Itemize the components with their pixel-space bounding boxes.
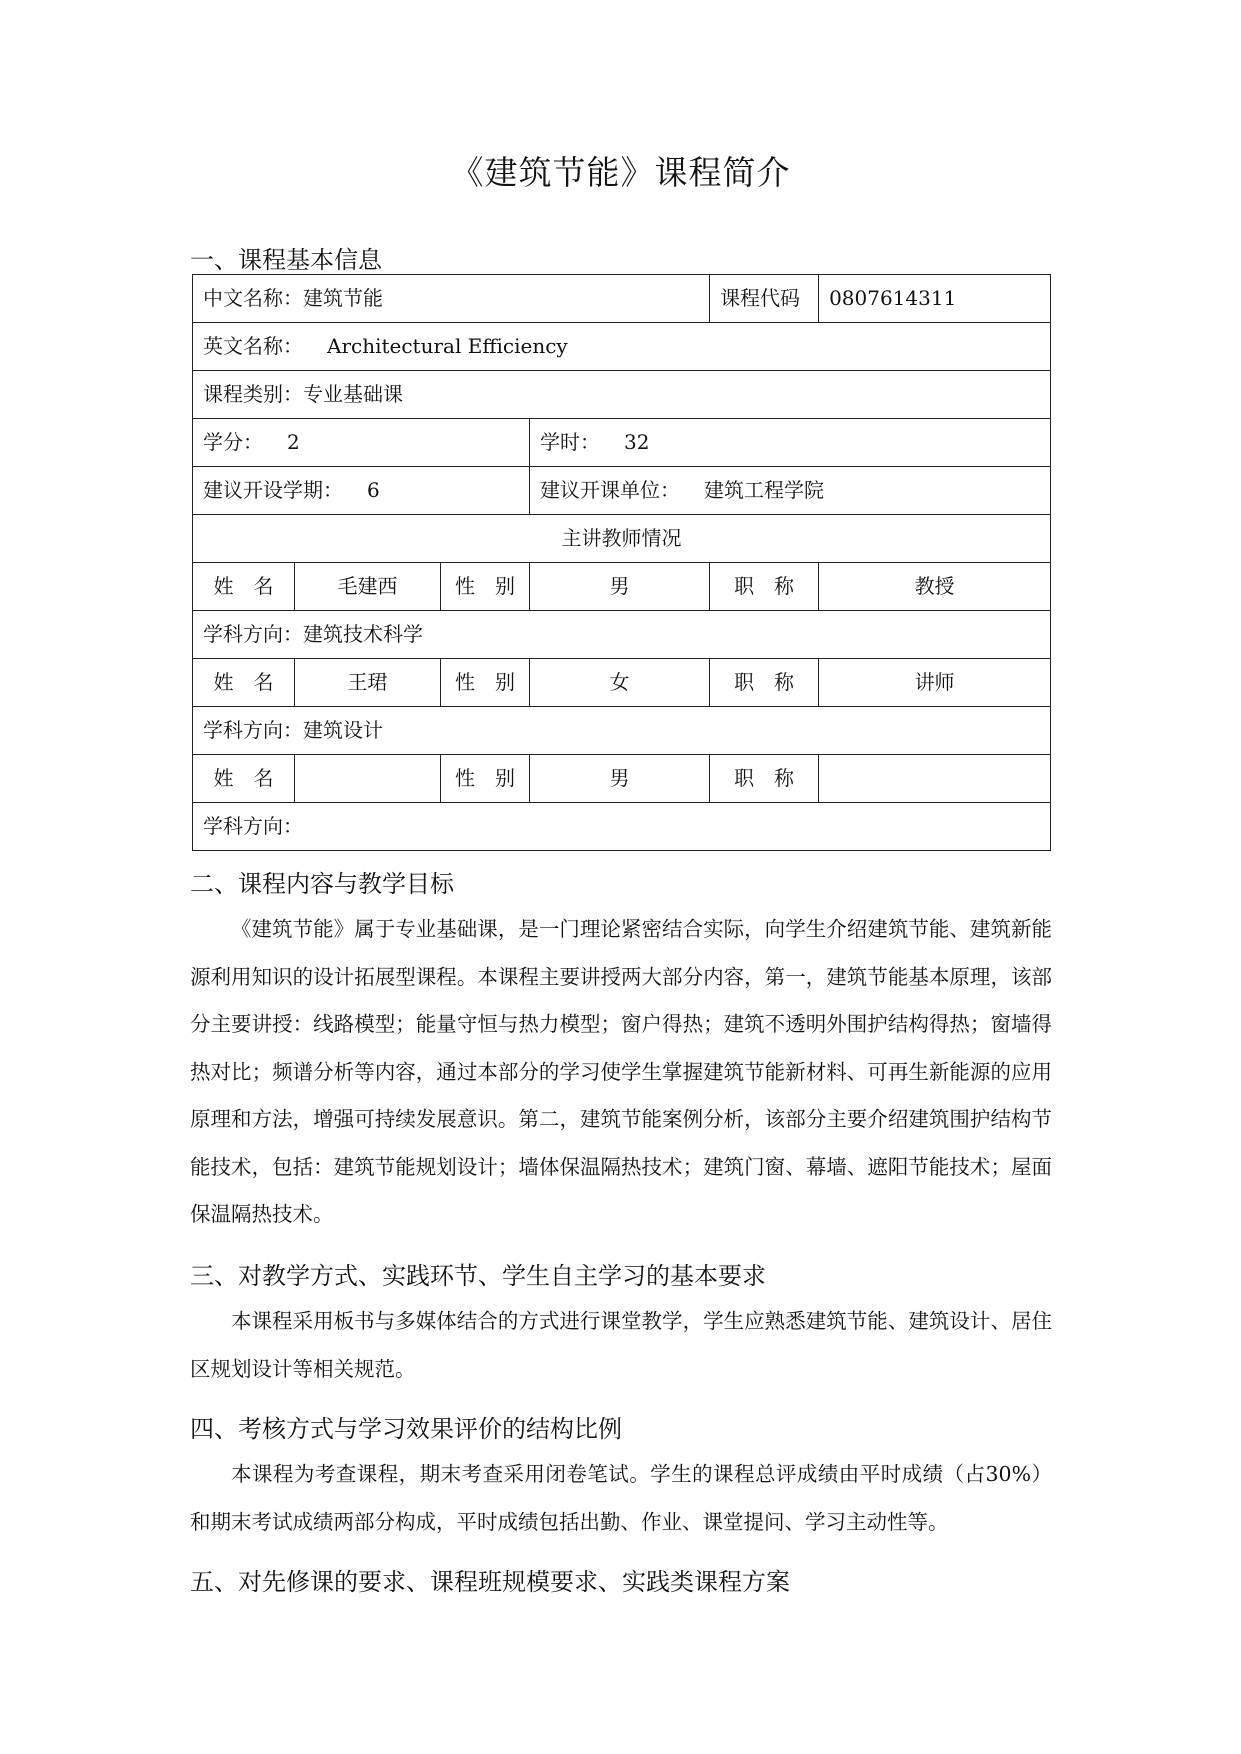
table-row [193,371,1051,419]
cn-name-cell [193,275,710,323]
teacher-title [819,755,1051,803]
section-heading-content: 二、课程内容与教学目标 [190,870,454,898]
teacher-title: 教授 [819,563,1051,611]
teacher-gender: 女 [530,659,710,707]
content-paragraph: 《建筑节能》属于专业基础课，是一门理论紧密结合实际，向学生介绍建筑节能、建筑新能源利用知识的设计拓展型课程。本课程主要讲授两大部分内容，第一，建筑节能基本原理，该部分主要讲授：线路模型；能量守恒与热力模型；窗户得热；建筑不透明外围护结构得热；窗墙得热对比；频谱分析等内容，通过本部分的学习使学生掌握建筑节能新材料、可再生新能源的应用原理和方法，增强可持续发展意识。第二，建筑节能案例分析，该部分主要介绍建筑围护结构节能技术，包括：建筑节能规划设计；墙体保温隔热技术；建筑门窗、幕墙、遮阳节能技术；屋面保温隔热技术。 [190,917,1052,1226]
table-row [193,275,1051,323]
en-name-cell [193,323,1051,371]
course-info-table [192,274,1051,851]
teacher-field-cell [193,611,1051,659]
table-row [193,467,1051,515]
hours-label: 学时： [540,430,600,454]
cn-name-label: 中文名称： [203,286,303,310]
teacher-title-label: 职 称 [710,755,819,803]
course-code-label: 课程代码 [710,275,819,323]
unit-value: 建筑工程学院 [704,478,824,502]
teacher-gender: 男 [530,755,710,803]
teacher-name [295,755,441,803]
teacher-name: 毛建西 [295,563,441,611]
teacher-title: 讲师 [819,659,1051,707]
teacher-field-label: 学科方向： [203,814,303,838]
hours-cell [530,419,1051,467]
teacher-field-cell [193,803,1051,851]
teacher-field-row [193,803,1051,851]
section-heading-teaching: 三、对教学方式、实践环节、学生自主学习的基本要求 [190,1262,766,1290]
section-heading-assessment: 四、考核方式与学习效果评价的结构比例 [190,1415,622,1443]
hours-value: 32 [624,430,650,454]
teacher-name-label: 姓 名 [193,563,295,611]
teacher-title-label: 职 称 [710,563,819,611]
assessment-paragraph: 本课程为考查课程，期末考查采用闭卷笔试。学生的课程总评成绩由平时成绩（占30%）和期末考试成绩两部分构成，平时成绩包括出勤、作业、课堂提问、学习主动性等。 [190,1462,1052,1534]
teacher-title-label: 职 称 [710,659,819,707]
teacher-row [193,755,1051,803]
credit-value: 2 [287,430,300,454]
teacher-row [193,563,1051,611]
category-value: 专业基础课 [303,382,403,406]
teacher-field: 建筑设计 [303,718,383,742]
teacher-gender: 男 [530,563,710,611]
cn-name-value: 建筑节能 [303,286,383,310]
teacher-gender-label: 性 别 [441,755,530,803]
unit-label: 建议开课单位： [540,478,680,502]
category-label: 课程类别： [203,382,303,406]
course-code-value: 0807614311 [819,275,1051,323]
semester-label: 建议开设学期： [203,478,343,502]
category-cell [193,371,1051,419]
teacher-field: 建筑技术科学 [303,622,423,646]
teacher-field-label: 学科方向： [203,718,303,742]
teacher-field-row [193,611,1051,659]
teacher-gender-label: 性 别 [441,659,530,707]
teacher-gender-label: 性 别 [441,563,530,611]
teacher-row [193,659,1051,707]
teacher-name-label: 姓 名 [193,755,295,803]
credit-label: 学分： [203,430,263,454]
en-name-value: Architectural Efficiency [327,334,568,358]
semester-value: 6 [367,478,380,502]
teacher-name: 王珺 [295,659,441,707]
semester-cell [193,467,530,515]
section-heading-prerequisites: 五、对先修课的要求、课程班规模要求、实践类课程方案 [190,1568,790,1596]
teacher-field-label: 学科方向： [203,622,303,646]
document-title: 《建筑节能》课程简介 [450,153,791,192]
teacher-field-cell [193,707,1051,755]
unit-cell [530,467,1051,515]
teachers-caption: 主讲教师情况 [193,515,1051,563]
teaching-paragraph: 本课程采用板书与多媒体结合的方式进行课堂教学，学生应熟悉建筑节能、建筑设计、居住区规划设计等相关规范。 [190,1309,1052,1381]
credit-cell [193,419,530,467]
section-heading-basic-info: 一、课程基本信息 [190,246,382,274]
teacher-name-label: 姓 名 [193,659,295,707]
en-name-label: 英文名称： [203,334,303,358]
table-row [193,323,1051,371]
teacher-field-row [193,707,1051,755]
table-row [193,515,1051,563]
table-row [193,419,1051,467]
